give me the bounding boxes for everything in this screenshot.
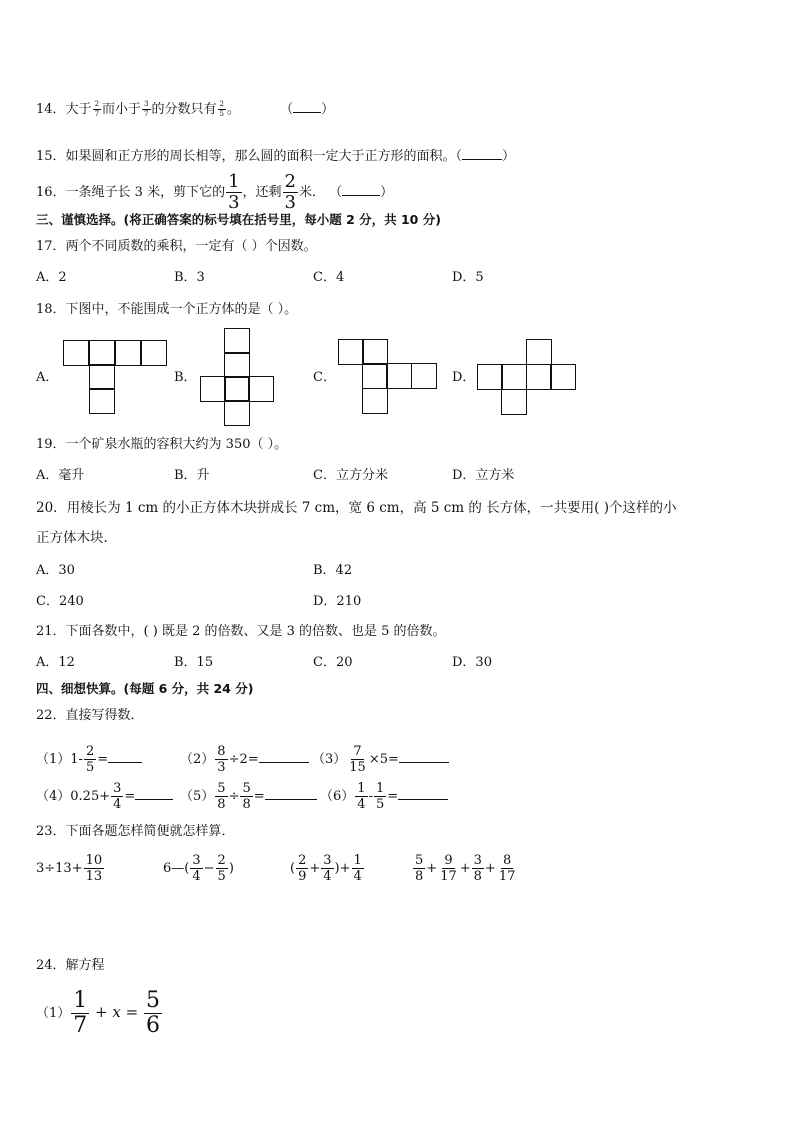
option-d[interactable]: D．立方米 xyxy=(452,468,515,483)
q23-expr-2: 6—( $\frac{3}{4}$ − $\frac{2}{5}$ ) xyxy=(163,853,234,884)
question-21: 21．下面各数中，( ) 既是 2 的倍数、又是 3 的倍数、也是 5 的倍数。 xyxy=(36,624,446,639)
option-b[interactable]: B． xyxy=(174,370,197,385)
option-c[interactable]: C．立方分米 xyxy=(313,468,388,483)
option-d[interactable]: D．210 xyxy=(313,594,362,609)
q23-expr-3: ( $\frac{2}{9}$ + $\frac{3}{4}$ )+ $\frac{1}{4}$ xyxy=(290,853,362,884)
question-19: 19．一个矿泉水瓶的容积大约为 350（ ）。 xyxy=(36,437,288,452)
section-3-heading: 三、谨慎选择。(将正确答案的标号填在括号里，每小题 2 分，共 10 分) xyxy=(36,212,441,227)
q22-item-1: （1）1- $\frac{2}{5}$ = xyxy=(36,745,142,774)
q22-item-6: （6） $\frac{1}{4}$ - $\frac{1}{5}$ = xyxy=(320,782,448,811)
option-b[interactable]: B．15 xyxy=(174,655,214,670)
option-a[interactable]: A．毫升 xyxy=(36,468,85,483)
option-c[interactable]: C． xyxy=(313,370,336,385)
option-d[interactable]: D． xyxy=(452,370,476,385)
question-14: 14．大于 $\frac{2}{7}$ 而小于 $\frac{3}{7}$ 的分数只有 $\frac{2}{5}$ 。 （ ） xyxy=(36,100,335,118)
question-15: 15．如果圆和正方形的周长相等，那么圆的面积一定大于正方形的面积。（ ） xyxy=(36,145,515,166)
question-17: 17．两个不同质数的乘积，一定有（ ）个因数。 xyxy=(36,239,317,254)
q23-expr-1: 3÷13+ $\frac{10}{13}$ xyxy=(36,853,103,884)
question-20-cont: 正方体木块. xyxy=(36,530,108,546)
answer-blank[interactable] xyxy=(398,785,448,800)
q23-expr-4: $\frac{5}{8}$ + $\frac{9}{17}$ + $\frac{3}{8}$ + $\frac{8}{17}$ xyxy=(415,853,516,884)
section-4-heading: 四、细想快算。(每题 6 分，共 24 分) xyxy=(36,681,254,696)
option-d[interactable]: D．5 xyxy=(452,270,484,285)
answer-blank[interactable] xyxy=(462,145,502,160)
option-a[interactable]: A．30 xyxy=(36,563,75,578)
question-22: 22．直接写得数． xyxy=(36,708,144,723)
q22-item-2: （2） $\frac{8}{3}$ ÷2= xyxy=(180,745,309,774)
option-b[interactable]: B．升 xyxy=(174,468,210,483)
answer-blank[interactable] xyxy=(293,98,321,113)
q22-item-3: （3） $\frac{7}{15}$ ×5= xyxy=(312,745,449,774)
question-24: 24．解方程 xyxy=(36,958,105,973)
answer-blank[interactable] xyxy=(259,748,309,763)
question-18: 18．下图中，不能围成一个正方体的是（ ）。 xyxy=(36,302,298,317)
option-b[interactable]: B．3 xyxy=(174,270,205,285)
question-20: 20．用棱长为 1 cm 的小正方体木块拼成长 7 cm，宽 6 cm，高 5 cm 的 长方体，一共要用( )个这样的小 xyxy=(36,500,677,516)
option-d[interactable]: D．30 xyxy=(452,655,492,670)
answer-blank[interactable] xyxy=(265,785,317,800)
option-a[interactable]: A． xyxy=(36,370,59,385)
q22-item-4: （4）0.25+ $\frac{3}{4}$ = xyxy=(36,782,173,811)
option-a[interactable]: A．12 xyxy=(36,655,75,670)
answer-blank[interactable] xyxy=(135,785,173,800)
option-b[interactable]: B．42 xyxy=(313,563,353,578)
question-23: 23．下面各题怎样简便就怎样算． xyxy=(36,824,235,839)
fraction: $\frac{3}{7}$ xyxy=(144,100,149,118)
q22-item-5: （5） $\frac{5}{8}$ ÷ $\frac{5}{8}$ = xyxy=(180,782,317,811)
option-c[interactable]: C．20 xyxy=(313,655,353,670)
fraction: $\frac{2}{7}$ xyxy=(94,100,100,118)
answer-blank[interactable] xyxy=(399,748,449,763)
fraction: $\frac{1}{3}$ xyxy=(228,171,240,213)
answer-blank[interactable] xyxy=(342,181,380,196)
question-16: 16．一条绳子长 3 米，剪下它的 $\frac{1}{3}$ ，还剩 $\frac{2}{3}$ 米． （ ） xyxy=(36,171,394,213)
q24-equation-1: （1） $\frac{1}{7}$ + x = $\frac{5}{6}$ xyxy=(36,988,160,1038)
option-c[interactable]: C．240 xyxy=(36,594,84,609)
option-c[interactable]: C．4 xyxy=(313,270,345,285)
option-a[interactable]: A．2 xyxy=(36,270,67,285)
fraction: $\frac{2}{3}$ xyxy=(284,171,296,213)
fraction: $\frac{2}{5}$ xyxy=(219,100,224,118)
answer-blank[interactable] xyxy=(108,748,142,763)
